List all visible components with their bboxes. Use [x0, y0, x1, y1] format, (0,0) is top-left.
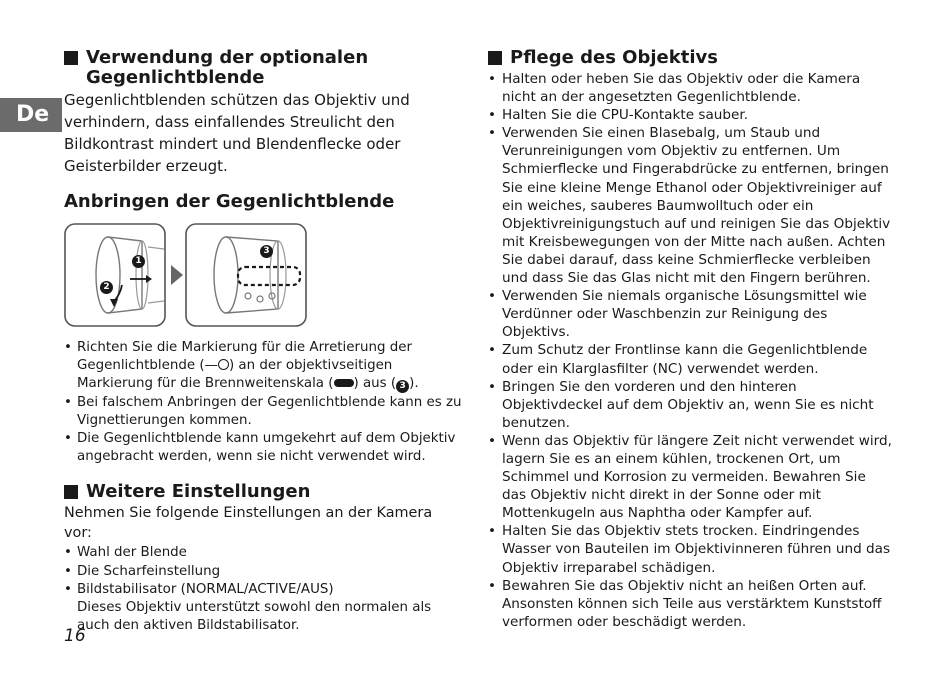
list-item: • Wahl der Blende — [64, 544, 464, 562]
callout-2-icon: 2 — [100, 281, 113, 294]
settings-list — [64, 544, 464, 635]
list-item: • Bildstabilisator (NORMAL/ACTIVE/AUS) Dieses Objektiv unterstützt sowohl den normalen als auch den aktiven Bildstabilisator. — [64, 581, 464, 636]
hood-attach-illustration — [64, 223, 464, 329]
attach-bullets — [64, 339, 464, 466]
list-item: • Halten Sie das Objektiv stets trocken. Eindringendes Wasser von Bauteilen im Objektivinneren führen und das Objektiv irreparabel schädigen. — [488, 522, 892, 576]
callout-3-ref-icon: 3 — [396, 380, 409, 393]
focal-mark-icon — [334, 379, 354, 387]
list-item: • Bei falschem Anbringen der Gegenlichtblende kann es zu Vignettierungen kommen. — [64, 394, 464, 430]
list-item: • Bewahren Sie das Objektiv nicht an heißen Orten auf. Ansonsten können sich Teile aus verstärktem Kunststoff verformen oder beschädigt werden. — [488, 577, 892, 631]
section-square-icon — [64, 51, 78, 65]
hood-title-line1: Verwendung der optionalen — [86, 47, 369, 68]
list-item: • Zum Schutz der Frontlinse kann die Gegenlichtblende oder ein Klarglasfilter (NC) verwendet werden. — [488, 341, 892, 377]
language-tab: De — [0, 98, 62, 132]
callout-3-icon: 3 — [260, 245, 273, 258]
left-column — [64, 48, 464, 635]
care-list — [488, 70, 892, 631]
right-column — [488, 48, 892, 631]
lens-hood-diagram — [64, 223, 314, 329]
list-item: • Richten Sie die Markierung für die Arretierung der Gegenlichtblende (— ) an der objektivseitigen Markierung für die Brennweitenskala ( ) aus ( 3 ). — [64, 339, 464, 394]
list-item: • Verwenden Sie einen Blasebalg, um Staub und Verunreinigungen vom Objektiv zu entfernen. Um Schmierflecke und Fingerabdrücke zu entfernen, bringen Sie eine kleine Menge Ethanol oder Objektivreiniger auf ein weiches, sauberes Baumwolltuch oder ein Objektivreinigungstuch auf und reinigen Sie das Objektiv mit Kreisbewegungen von der Mitte nach außen. Achten Sie dabei darauf, dass keine Schmierflecke verbleiben und dass Sie das Glas nicht mit den Fingern berühren. — [488, 124, 892, 287]
list-item: • Die Scharfeinstellung — [64, 563, 464, 581]
list-item: • Bringen Sie den vorderen und den hinteren Objektivdeckel auf dem Objektiv an, wenn Sie es nicht benutzen. — [488, 378, 892, 432]
page-number: 16 — [64, 626, 86, 646]
section-square-icon — [64, 485, 78, 499]
list-item: • Halten Sie die CPU-Kontakte sauber. — [488, 106, 892, 124]
list-item: • Halten oder heben Sie das Objektiv oder die Kamera nicht an der angesetzten Gegenlichtblende. — [488, 70, 892, 106]
list-item: • Die Gegenlichtblende kann umgekehrt auf dem Objektiv angebracht werden, wenn sie nicht verwendet wird. — [64, 430, 464, 466]
hood-section-title — [64, 48, 464, 88]
care-section-title: Pflege des Objektivs — [488, 48, 892, 68]
hood-intro: Gegenlichtblenden schützen das Objektiv und verhindern, dass einfallendes Streulicht den Bildkontrast mindert und Blendenflecke oder Geisterbilder erzeugt. — [64, 91, 410, 175]
callout-1-icon: 1 — [132, 255, 145, 268]
settings-section-title: Weitere Einstellungen — [64, 482, 464, 502]
settings-intro: Nehmen Sie folgende Einstellungen an der Kamera vor: — [64, 505, 433, 542]
hood-mark-icon — [218, 359, 229, 370]
hood-title-line2: Gegenlichtblende — [86, 67, 265, 88]
attach-heading: Anbringen der Gegenlichtblende — [64, 191, 395, 212]
list-item: • Wenn das Objektiv für längere Zeit nicht verwendet wird, lagern Sie es an einem kühlen, trockenen Ort, um Schimmel und Korrosion zu vermeiden. Bewahren Sie das Objektiv nicht direkt in der Sonne oder mit Mottenkugeln aus Naphtha oder Kampfer auf. — [488, 432, 892, 522]
list-item: • Verwenden Sie niemals organische Lösungsmittel wie Verdünner oder Waschbenzin zur Reinigung des Objektivs. — [488, 287, 892, 341]
stabilizer-note: Dieses Objektiv unterstützt sowohl den normalen als auch den aktiven Bildstabilisator. — [77, 600, 432, 634]
section-square-icon — [488, 51, 502, 65]
